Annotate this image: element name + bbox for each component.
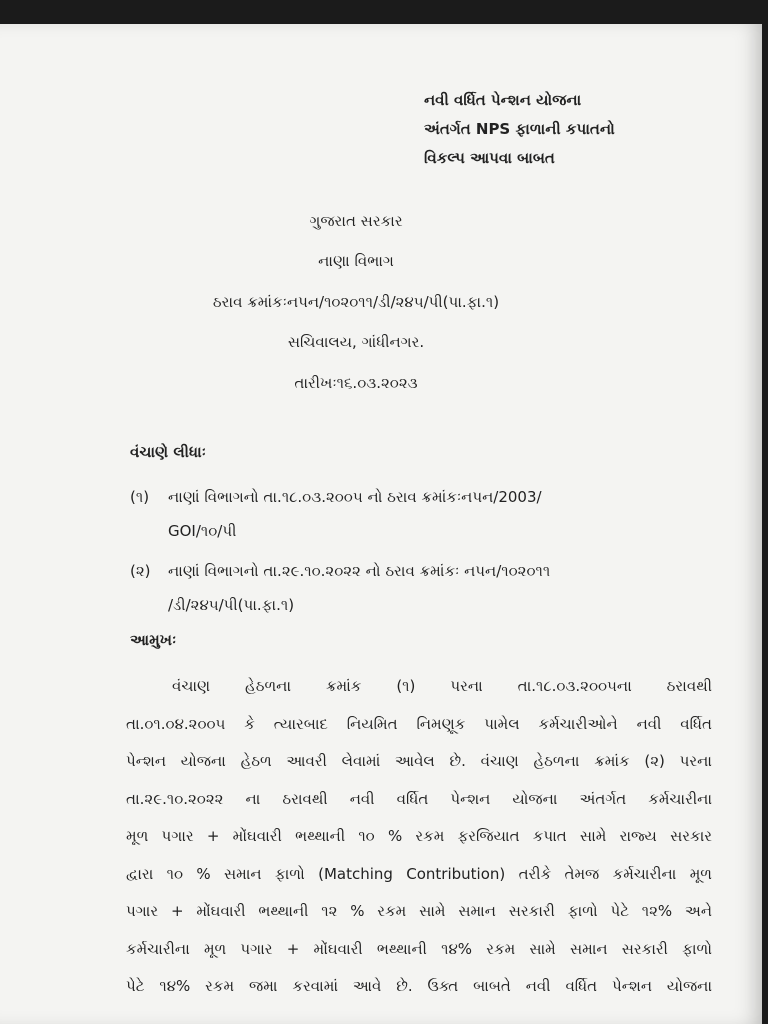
reference-text: નાણાં વિભાગનો તા.૧૮.૦૩.૨૦૦૫ નો ઠરાવ ક્રમાંકઃનપન/2003/ — [168, 488, 542, 506]
paragraph-line: તા.૨૯.૧૦.૨૦૨૨ ના ઠરાવથી નવી વર્ધિત પેન્શન યોજના અંતર્ગત કર્મચારીના — [126, 789, 712, 808]
subject-line: વિકલ્પ આપવા બાબત — [424, 149, 555, 167]
government-name: ગુજરાત સરકાર — [309, 212, 403, 230]
document-page — [0, 24, 762, 1024]
paragraph-line: કર્મચારીના મૂળ પગાર + મોંઘવારી ભથ્થાની ૧૪% રકમ સામે સમાન સરકારી ફાળો — [126, 939, 712, 958]
paragraph-line: પેન્શન યોજના હેઠળ આવરી લેવામાં આવેલ છે. વંચાણ હેઠળના ક્રમાંક (૨) પરના — [126, 752, 712, 770]
paragraph-line: તા.૦૧.૦૪.૨૦૦૫ કે ત્યારબાદ નિયમિત નિમણૂક પામેલ કર્મચારીઓને નવી વર્ધિત — [126, 714, 712, 733]
reference-item — [130, 480, 660, 548]
paragraph-line: પગાર + મોંઘવારી ભથ્થાની ૧૨ % રકમ સામે સમાન સરકારી ફાળો પેટે ૧૨% અને — [126, 902, 712, 920]
reference-text: નાણાં વિભાગનો તા.૨૯.૧૦.૨૦૨૨ નો ઠરાવ ક્રમાંકઃ નપન/૧૦૨૦૧૧ — [168, 562, 551, 580]
reference-text-cont: /ડી/૨૪૫/પી(પા.ફા.૧) — [168, 596, 295, 614]
subject-line: નવી વર્ધિત પેન્શન યોજના — [424, 91, 582, 109]
department-name: નાણા વિભાગ — [318, 252, 394, 270]
place: સચિવાલય, ગાંધીનગર. — [287, 333, 425, 351]
preamble-paragraph — [126, 668, 712, 1006]
resolution-number: ઠરાવ ક્રમાંકઃનપન/૧૦૨૦૧૧/ડી/૨૪૫/પી(પા.ફા.૧) — [212, 293, 500, 311]
paragraph-line: દ્વારા ૧૦ % સમાન ફાળો (Matching Contribution) તરીકે તેમજ કર્મચારીના મૂળ — [126, 864, 712, 883]
read-heading: વંચાણે લીધાઃ — [130, 443, 206, 461]
paragraph-line: વંચાણ હેઠળના ક્રમાંક (૧) પરના તા.૧૮.૦૩.૨૦૦૫ના ઠરાવથી — [172, 677, 712, 695]
subject-block — [424, 86, 615, 173]
reference-number: (૧) — [130, 488, 150, 506]
date: તારીખઃ૧૬.૦૩.૨૦૨૩ — [294, 374, 418, 392]
paragraph-line: પેટે ૧૪% રકમ જમા કરવામાં આવે છે. ઉક્ત બાબતે નવી વર્ધિત પેન્શન યોજના — [126, 977, 712, 995]
paragraph-line: મૂળ પગાર + મોંઘવારી ભથ્થાની ૧૦ % રકમ ફરજિયાત કપાત સામે રાજ્ય સરકાર — [126, 827, 712, 845]
preamble-heading: આમુખઃ — [130, 631, 177, 649]
reference-text-cont: GOI/૧૦/પી — [168, 522, 237, 540]
subject-line: અંતર્ગત NPS ફાળાની કપાતનો — [424, 120, 615, 138]
reference-item — [130, 554, 660, 622]
reference-number: (૨) — [130, 562, 151, 580]
